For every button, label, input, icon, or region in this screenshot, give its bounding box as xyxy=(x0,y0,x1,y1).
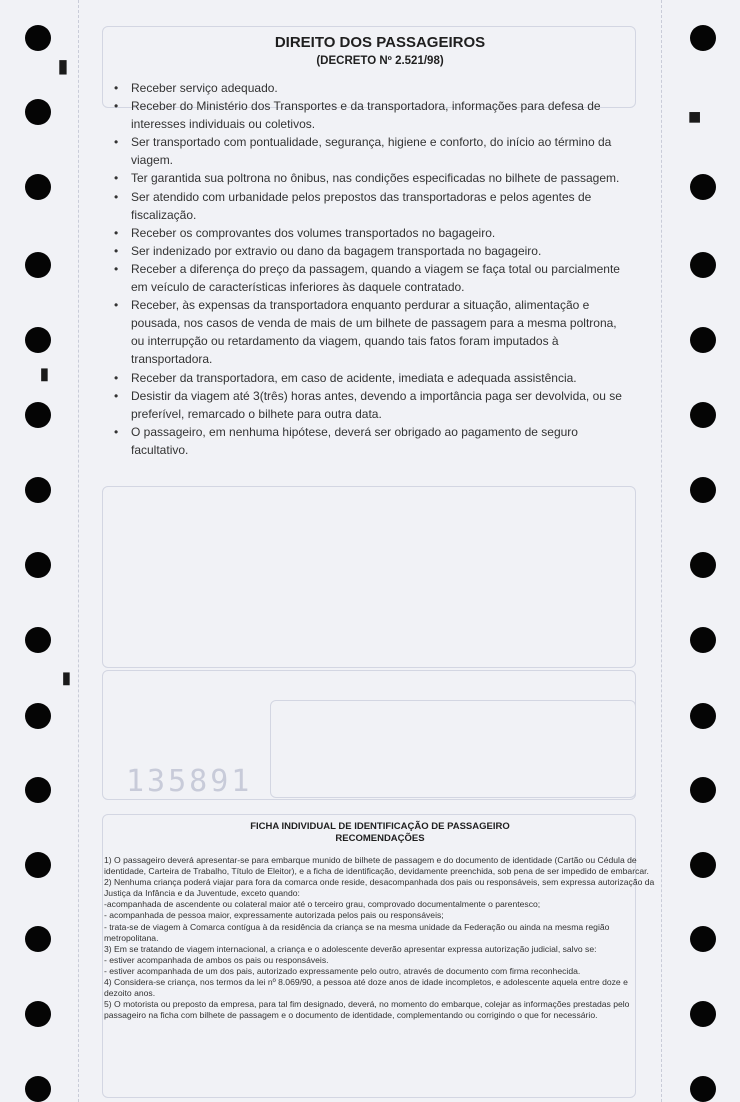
feed-hole xyxy=(690,402,716,428)
ficha-paragraph: 1) O passageiro deverá apresentar-se para embarque munido de bilhete de passagem e do documento de identidade (Cartão ou Cédula de identidade, Carteira de Trabalho, Título de Eleitor), e a ficha de identificação, devidamente preenchida, sob pena de ser impedido de embarcar. xyxy=(104,855,649,877)
rights-item: • Receber da transportadora, em caso de acidente, imediata e adequada assistência. xyxy=(110,369,630,387)
strip-mark: ▮ xyxy=(40,366,49,383)
feed-hole xyxy=(690,926,716,952)
feed-hole xyxy=(25,402,51,428)
strip-mark: ▮ xyxy=(58,56,68,76)
feed-hole xyxy=(25,627,51,653)
bleed-through-box xyxy=(270,700,636,798)
feed-hole xyxy=(25,252,51,278)
feed-hole xyxy=(25,777,51,803)
ficha-subheading: RECOMENDAÇÕES xyxy=(335,833,425,844)
feed-hole xyxy=(25,477,51,503)
rights-item: • Ter garantida sua poltrona no ônibus, nas condições especificadas no bilhete de passagem. xyxy=(110,169,630,187)
rights-list xyxy=(110,79,630,459)
ficha-paragraph: -acompanhada de ascendente ou colateral maior até o terceiro grau, comprovado documentalmente o parentesco; xyxy=(104,899,541,910)
strip-mark: ▮ xyxy=(62,670,71,687)
feed-hole xyxy=(690,174,716,200)
ficha-paragraph: 2) Nenhuma criança poderá viajar para fora da comarca onde reside, desacompanhada dos pais ou responsáveis, sem expressa autorização da Justiça da Infância e da Juventude, exceto quando: xyxy=(104,877,655,899)
feed-hole xyxy=(690,1076,716,1102)
ficha-paragraph: - trata-se de viagem à Comarca contígua à da residência da criança se na mesma unidade da Federação ou ainda na mesma região metropolitana. xyxy=(104,921,610,943)
rights-item: • Receber serviço adequado. xyxy=(110,79,630,97)
feed-hole xyxy=(25,327,51,353)
ficha-paragraph: 4) Considera-se criança, nos termos da lei nº 8.069/90, a pessoa até doze anos de idade incompletos, e adolescente aquela entre doze e dezoito anos. xyxy=(104,977,628,999)
rights-item: • Ser indenizado por extravio ou dano da bagagem transportada no bagageiro. xyxy=(110,242,630,260)
feed-hole xyxy=(690,703,716,729)
rights-item: • O passageiro, em nenhuma hipótese, deverá ser obrigado ao pagamento de seguro facultativo. xyxy=(110,423,630,459)
feed-hole xyxy=(25,25,51,51)
feed-hole xyxy=(690,777,716,803)
feed-hole xyxy=(25,703,51,729)
rights-item: • Desistir da viagem até 3(três) horas antes, devendo a importância paga ser devolvida, ou se preferível, remarcado o bilhete para outra data. xyxy=(110,387,630,423)
feed-hole xyxy=(690,627,716,653)
feed-hole xyxy=(690,25,716,51)
feed-hole xyxy=(25,174,51,200)
feed-hole xyxy=(690,852,716,878)
bleed-through-serial: 135891 xyxy=(126,764,253,799)
ficha-recommendations xyxy=(104,855,656,1021)
strip-mark: ■ xyxy=(688,104,702,129)
feed-hole xyxy=(25,552,51,578)
ficha-heading: FICHA INDIVIDUAL DE IDENTIFICAÇÃO DE PASSAGEIRO xyxy=(250,821,510,832)
rights-decree: (DECRETO Nº 2.521/98) xyxy=(316,55,444,67)
feed-hole xyxy=(690,252,716,278)
feed-hole xyxy=(690,477,716,503)
feed-hole xyxy=(25,1076,51,1102)
feed-hole xyxy=(25,926,51,952)
feed-hole xyxy=(690,552,716,578)
feed-hole xyxy=(690,327,716,353)
ficha-paragraph: 5) O motorista ou preposto da empresa, para tal fim designado, deverá, no momento do embarque, colejar as informações prestadas pelo passageiro na ficha com bilhete de passagem e o documento de identidade, complementando ou corrigindo o que for necessário. xyxy=(104,999,630,1021)
ficha-title xyxy=(100,821,660,845)
rights-title: DIREITO DOS PASSAGEIROS xyxy=(274,34,486,51)
bleed-through-box xyxy=(102,486,636,668)
ficha-paragraph: 3) Em se tratando de viagem internacional, a criança e o adolescente deverão apresentar expressa autorização judicial, salvo se: xyxy=(104,943,597,954)
feed-hole xyxy=(25,1001,51,1027)
feed-hole xyxy=(25,852,51,878)
ficha-paragraph: - estiver acompanhada de um dos pais, autorizado expressamente pelo outro, através de documento com firma reconhecida. xyxy=(104,965,581,976)
rights-item: • Receber, às expensas da transportadora enquanto perdurar a situação, alimentação e pousada, nos casos de venda de mais de um bilhete de passagem para a mesma poltrona, ou interrupção ou retardamento da viagem, quando tais fatos foram imputados à transportadora. xyxy=(110,296,630,368)
feed-hole xyxy=(690,1001,716,1027)
ficha-paragraph: - estiver acompanhada de ambos os pais ou responsáveis. xyxy=(104,954,329,965)
rights-item: • Receber do Ministério dos Transportes e da transportadora, informações para defesa de interesses individuais ou coletivos. xyxy=(110,97,630,133)
rights-item: • Ser transportado com pontualidade, segurança, higiene e conforto, do início ao término da viagem. xyxy=(110,133,630,169)
rights-item: • Receber a diferença do preço da passagem, quando a viagem se faça total ou parcialmente em veículo de características inferiores às daquele contratado. xyxy=(110,260,630,296)
ficha-paragraph: - acompanhada de pessoa maior, expressamente autorizada pelos pais ou responsáveis; xyxy=(104,910,444,921)
rights-item: • Ser atendido com urbanidade pelos prepostos das transportadoras e pelos agentes de fiscalização. xyxy=(110,188,630,224)
rights-item: • Receber os comprovantes dos volumes transportados no bagageiro. xyxy=(110,224,630,242)
feed-hole xyxy=(25,99,51,125)
